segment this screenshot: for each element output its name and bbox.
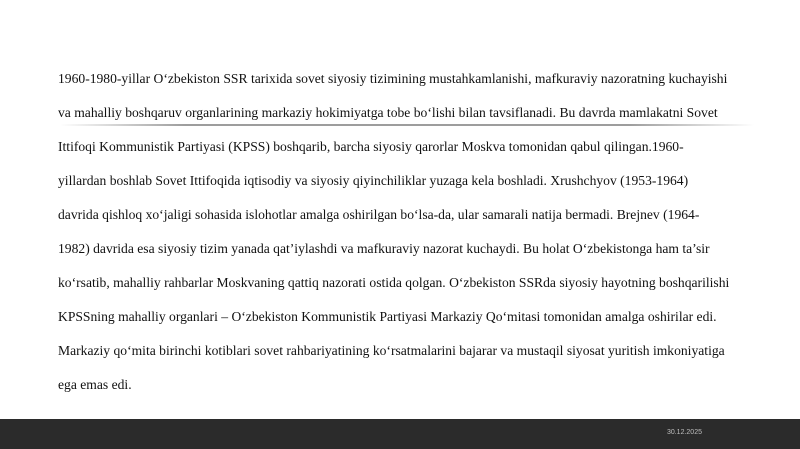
footer-date: 30.12.2025	[666, 429, 702, 436]
footer-bar	[0, 419, 800, 449]
slide-body-text: 1960-1980-yillar O‘zbekiston SSR tarixida sovet siyosiy tizimining mustahkamlanishi, mafkuraviy nazoratning kuchayishi va mahalliy boshqaruv organlarining markaziy hokimiyatga tobe bo‘lishi bilan tavsiflanadi. Bu davrda mamlakatni Sovet Ittifoqi Kommunistik Partiyasi (KPSS) boshqarib, barcha siyosiy qarorlar Moskva tomonidan qabul qilingan.1960- yillardan boshlab Sovet Ittifoqida iqtisodiy va siyosiy qiyinchiliklar yuzaga kela boshladi. Xrushchyov (1953-1964) davrida qishloq xo‘jaligi sohasida islohotlar amalga oshirilgan bo‘lsa-da, ular samarali natija bermadi. Brejnev (1964- 1982) davrida esa siyosiy tizim yanada qat’iylashdi va mafkuraviy nazorat kuchaydi. Bu holat O‘zbekistonga ham ta’sir ko‘rsatib, mahalliy rahbarlar Moskvaning qattiq nazorati ostida qolgan. O‘zbekiston SSRda siyosiy hayotning boshqarilishi KPSSning mahalliy organlari – O‘zbekiston Kommunistik Partiyasi Markaziy Qo‘mitasi tomonidan amalga oshirilar edi. Markaziy qo‘mita birinchi kotiblari sovet rahbariyatining ko‘rsatmalarini bajarar va mustaqil siyosat yuritish imkoniyatiga ega emas edi.	[58, 71, 730, 392]
